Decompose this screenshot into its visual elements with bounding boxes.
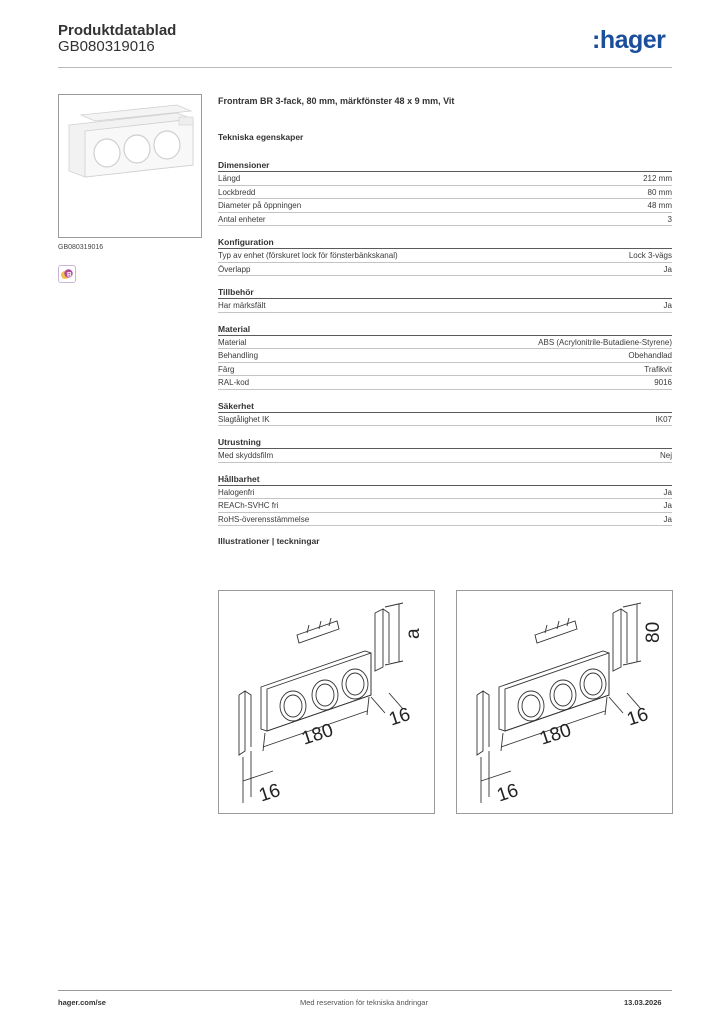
spec-label: Lockbredd [218,187,256,197]
technical-drawing [456,590,673,814]
section-dimensions [218,157,672,226]
footer-website-link[interactable]: hager.com/se [58,998,106,1007]
spec-row [218,413,672,427]
section-title: Hållbarhet [218,471,672,486]
spec-value: Ja [663,514,672,524]
base-label: 16 [494,780,521,807]
section-title: Tillbehör [218,284,672,299]
product-id: GB080319016 [58,38,155,55]
spec-label: Halogenfri [218,487,255,497]
section-sustainability [218,471,672,527]
spec-row [218,336,672,350]
technical-drawing [218,590,435,814]
header-divider [58,67,672,68]
section-configuration [218,234,672,276]
spec-value: Lock 3-vägs [628,251,672,260]
spec-value: 3 [667,214,672,224]
spec-row [218,213,672,227]
spec-row [218,376,672,390]
base-label: 16 [256,780,283,807]
spec-label: Har märksfält [218,301,266,310]
spec-row [218,499,672,513]
spec-row [218,299,672,313]
spec-label: Antal enheter [218,214,266,224]
spec-value: 9016 [654,378,672,387]
spec-label: REACh-SVHC fri [218,501,279,510]
spec-label: RoHS-överensstämmelse [218,514,310,524]
section-equipment [218,434,672,463]
length-label: 180 [299,719,336,750]
spec-value: 212 mm [643,174,672,183]
footer-date: 13.03.2026 [624,998,662,1007]
tech-heading: Tekniska egenskaper [218,132,304,142]
section-material [218,321,672,390]
spec-row [218,349,672,363]
spec-label: Med skyddsfilm [218,451,274,460]
depth-label: 16 [386,704,413,731]
depth-label: 16 [624,704,651,731]
spec-row [218,263,672,277]
recycling-badge-icon [58,265,76,283]
frame-drawing-svg [457,591,672,813]
spec-value: 80 mm [647,187,672,197]
spec-row [218,513,672,527]
spec-content [218,96,672,546]
spec-value: Obehandlad [628,351,672,360]
spec-row [218,249,672,263]
spec-value: Nej [659,451,672,460]
spec-label: Behandling [218,351,259,360]
spec-label: RAL-kod [218,378,250,387]
section-title: Utrustning [218,434,672,449]
illustrations-heading: Illustrationer | teckningar [218,536,320,546]
spec-label: Typ av enhet (förskuret lock för fönsterbänkskanal) [218,251,398,260]
page-title: Produktdatablad [58,22,177,39]
spec-value: Ja [663,301,672,310]
footer-divider [58,990,672,991]
spec-label: Diameter på öppningen [218,201,302,210]
spec-row [218,486,672,500]
section-title: Konfiguration [218,234,672,249]
spec-value: IK07 [655,414,672,424]
hager-logo: :hager [592,26,666,54]
product-title: Frontram BR 3-fack, 80 mm, märkfönster 48 x 9 mm, Vit [218,96,455,106]
spec-row [218,199,672,213]
product-frame-illustration [59,95,201,237]
length-label: 180 [537,719,574,750]
spec-label: Slagtålighet IK [218,414,270,424]
image-caption: GB080319016 [58,244,104,251]
spec-label: Färg [218,364,235,374]
spec-row [218,363,672,377]
spec-value: Ja [663,487,672,497]
spec-value: Trafikvit [644,364,672,374]
section-title: Säkerhet [218,398,672,413]
spec-row [218,186,672,200]
spec-value: 48 mm [647,201,672,210]
section-title: Material [218,321,672,336]
spec-value: Ja [663,264,672,274]
product-image [58,94,202,238]
spec-label: Överlapp [218,264,251,274]
spec-row [218,172,672,186]
section-accessories [218,284,672,313]
height-label: 80 [643,621,664,643]
spec-value: ABS (Acrylonitrile-Butadiene-Styrene) [538,337,672,347]
frame-drawing-svg [219,591,434,813]
spec-label: Längd [218,174,241,183]
spec-row [218,449,672,463]
spec-value: Ja [663,501,672,510]
height-label: a [403,628,424,639]
section-title: Dimensioner [218,157,672,172]
spec-label: Material [218,337,247,347]
section-safety [218,398,672,427]
svg-text:B: B [67,271,72,279]
footer-note: Med reservation för tekniska ändringar [300,998,428,1007]
